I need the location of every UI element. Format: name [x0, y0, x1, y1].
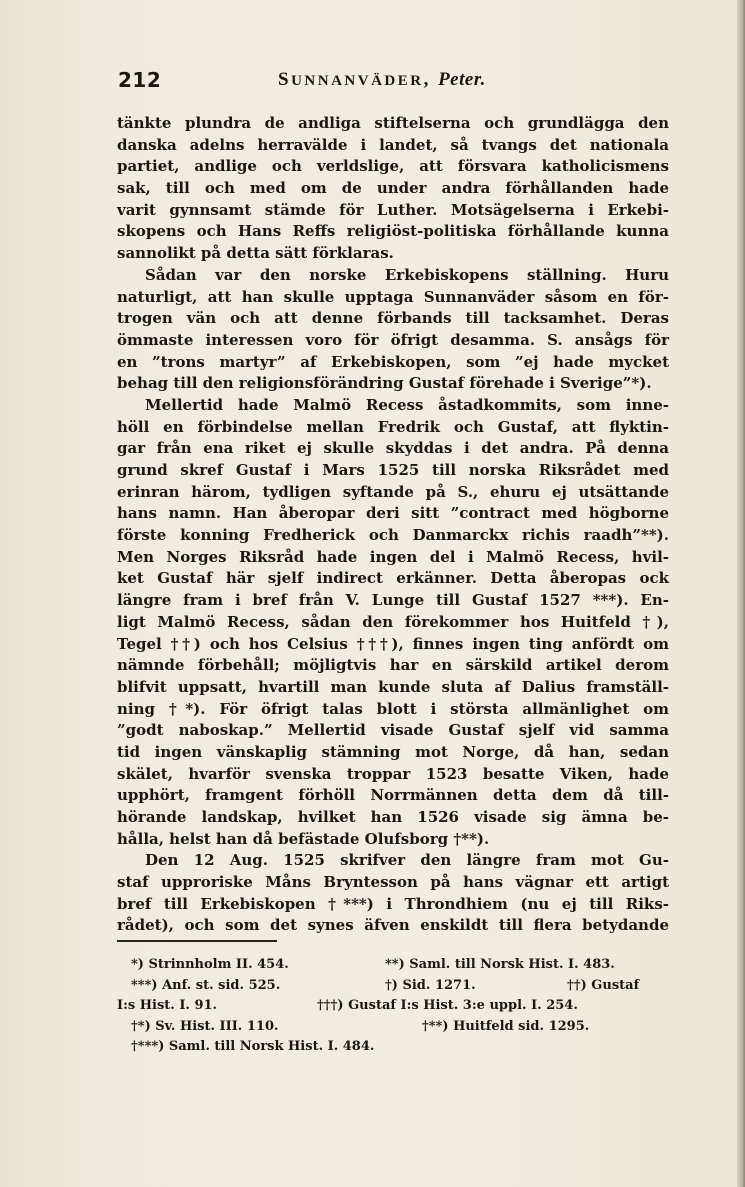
text-line: gar från ena riket ej skulle skyddas i det andra. På denna: [117, 439, 669, 458]
text-line: blifvit uppsatt, hvartill man kunde sluta af Dalius framställ-: [117, 677, 669, 696]
text-line: Tegel ††) och hos Celsius †††), finnes ingen ting anfördt om: [117, 634, 669, 653]
text-line: sak, till och med om de under andra förhållanden hade: [117, 179, 669, 198]
footnote: ††) Gustaf: [567, 977, 640, 993]
running-title-rest: UNNANVÄDER: [291, 73, 424, 89]
text-line: nämnde förbehåll; möjligtvis har en särskild artikel derom: [117, 656, 669, 675]
footnote-row: [117, 976, 669, 997]
text-line: ligt Malmö Recess, sådan den förekommer hos Huitfeld †),: [117, 612, 669, 631]
text-line: partiet, andlige och verldslige, att försvara katholicismens: [117, 157, 669, 176]
text-line: ”godt naboskap.” Mellertid visade Gustaf sjelf vid samma: [117, 721, 669, 740]
text-line: upphört, framgent förhöll Norrmännen detta dem då till-: [117, 786, 669, 805]
text-line: hörande landskap, hvilket han 1526 visade sig ämna be-: [117, 808, 669, 826]
text-line: Men Norges Riksråd hade ingen del i Malmö Recess, hvil-: [117, 547, 669, 566]
footnotes: [117, 955, 669, 1058]
text-line: hans namn. Han åberopar deri sitt ”contract med högborne: [117, 504, 669, 523]
page-header: [118, 68, 678, 98]
footnote: †††) Gustaf I:s Hist. 3:e uppl. I. 254.: [317, 998, 578, 1013]
text-line: behag till den religionsförändring Gustaf förehade i Sverige”*).: [117, 374, 652, 393]
text-line: tänkte plundra de andliga stiftelserna och grundlägga den: [117, 114, 669, 132]
text-line: ning †*). För öfrigt talas blott i största allmänlighet om: [117, 699, 669, 718]
text-line: ket Gustaf här sjelf indirect erkänner. Detta åberopas ock: [117, 569, 669, 588]
footnote: †) Sid. 1271.: [385, 977, 476, 993]
text-line: sannolikt på detta sätt förklaras.: [117, 244, 394, 263]
page-number: 212: [118, 68, 162, 92]
text-line: rådet), och som det synes äfven enskildt till flera betydande: [117, 916, 669, 935]
text-line: erinran härom, tydligen syftande på S., ehuru ej utsättande: [117, 482, 669, 501]
footnote: **) Saml. till Norsk Hist. I. 483.: [385, 957, 615, 972]
paragraph-start: Sådan var den norske Erkebiskopens ställning. Huru: [145, 265, 669, 284]
footnote-row: [117, 1017, 669, 1038]
text-line: hålla, helst han då befästade Olufsborg †**).: [117, 829, 490, 848]
text-line: trogen vän och att denne förbands till tacksamhet. Deras: [117, 309, 669, 328]
footnote-divider: [117, 940, 277, 942]
text-line: en ”trons martyr” af Erkebiskopen, som ”ej hade mycket: [117, 352, 669, 371]
footnote-row: [117, 955, 669, 976]
footnote: †***) Saml. till Norsk Hist. I. 484.: [131, 1039, 375, 1054]
text-line: ömmaste interessen voro för öfrigt desamma. S. ansågs för: [117, 330, 669, 349]
text-line: höll en förbindelse mellan Fredrik och Gustaf, att flyktin-: [117, 417, 669, 436]
running-title-initial: S: [278, 69, 292, 90]
text-line: varit gynnsamt stämde för Luther. Motsägelserna i Erkebi-: [117, 200, 669, 219]
footnote-row: [117, 996, 669, 1017]
text-line: staf upproriske Måns Bryntesson på hans vägnar ett artigt: [117, 873, 669, 892]
footnote: *) Strinnholm II. 454.: [131, 957, 289, 972]
text-line: tid ingen vänskaplig stämning mot Norge, då han, sedan: [117, 742, 669, 761]
footnote-continuation: I:s Hist. I. 91.: [117, 998, 218, 1013]
page-edge: [737, 0, 745, 1187]
running-title-separator: ,: [423, 69, 439, 90]
footnote: †**) Huitfeld sid. 1295.: [422, 1018, 590, 1034]
running-title-name: Peter.: [438, 69, 486, 90]
text-line: danska adelns herravälde i landet, så tvangs det nationala: [117, 135, 669, 154]
text-line: naturligt, att han skulle upptaga Sunnanväder såsom en för-: [117, 287, 669, 306]
text-line: skälet, hvarför svenska troppar 1523 besatte Viken, hade: [117, 764, 669, 783]
footnote: ***) Anf. st. sid. 525.: [131, 977, 281, 993]
footnote-row: [117, 1037, 669, 1058]
text-line: grund skref Gustaf i Mars 1525 till norska Riksrådet med: [117, 461, 669, 479]
text-line: längre fram i bref från V. Lunge till Gustaf 1527 ***). En-: [117, 591, 669, 610]
paragraph-start: Mellertid hade Malmö Recess åstadkommits, som inne-: [145, 395, 669, 414]
paragraph-start: Den 12 Aug. 1525 skrifver den längre fram mot Gu-: [145, 851, 669, 870]
text-line: förste konning Fredherick och Danmarckx richis raadh”**).: [117, 526, 669, 545]
running-title: [278, 69, 486, 91]
body-text: [117, 113, 669, 937]
text-line: bref till Erkebiskopen †***) i Throndhiem (nu ej till Riks-: [117, 894, 669, 913]
footnote: †*) Sv. Hist. III. 110.: [131, 1018, 279, 1034]
text-line: skopens och Hans Reffs religiöst-politiska förhållande kunna: [117, 222, 669, 241]
